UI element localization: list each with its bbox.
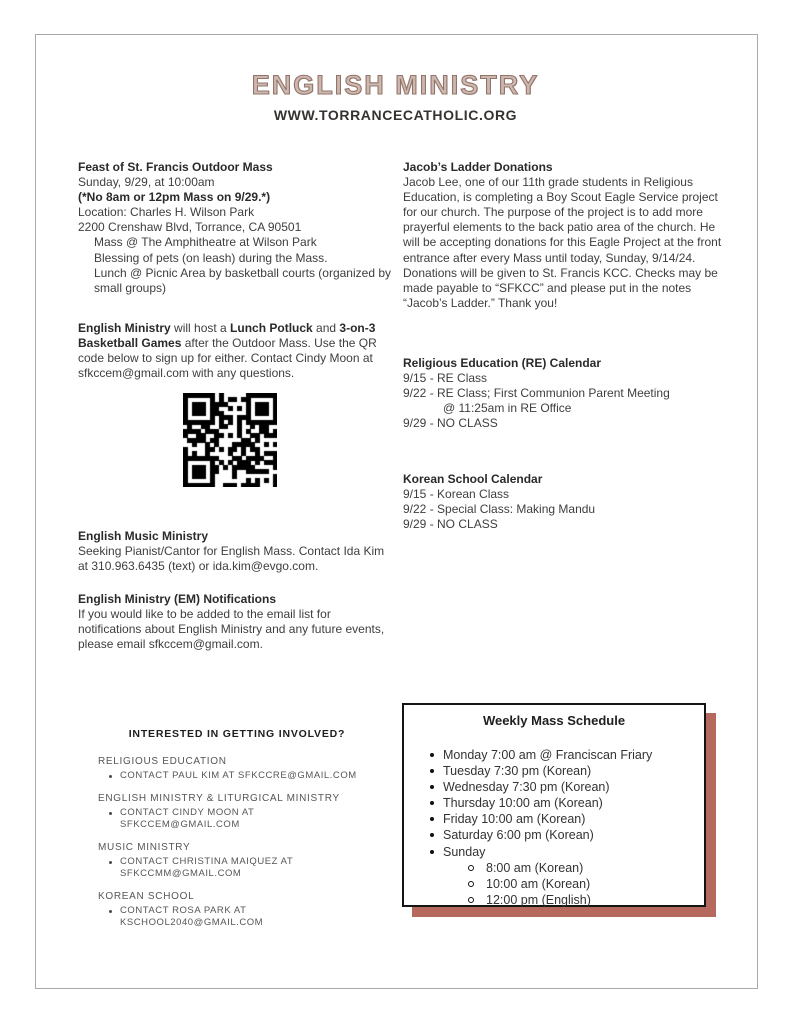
- feast-line: Lunch @ Picnic Area by basketball courts (organized by small groups): [94, 265, 392, 295]
- re-calendar-item: 9/15 - RE Class: [403, 371, 488, 386]
- mass-schedule-list: [404, 747, 704, 908]
- feast-line: Mass @ The Amphitheatre at Wilson Park: [94, 235, 317, 250]
- bullet-icon: [430, 801, 434, 805]
- involved-group-korean-school: [98, 890, 376, 930]
- section-feast-outdoor-mass: [78, 160, 396, 296]
- em-notifications-body: If you would like to be added to the email list for notifications about English Ministry and any future events, please email sfkccem@gmail.com.: [78, 607, 385, 652]
- involved-group-english-ministry: [98, 792, 376, 832]
- mass-schedule-item-text: Tuesday 7:30 pm (Korean): [443, 764, 592, 779]
- bullet-icon: [430, 817, 434, 821]
- circle-bullet-icon: [468, 865, 474, 871]
- mass-schedule-item-text: Wednesday 7:30 pm (Korean): [443, 780, 610, 795]
- feast-line: Sunday, 9/29, at 10:00am: [78, 175, 215, 190]
- section-korean-school-calendar: [403, 472, 723, 532]
- korean-calendar-item: 9/15 - Korean Class: [403, 487, 510, 502]
- bullet-icon: [109, 775, 112, 778]
- involved-group-heading: MUSIC MINISTRY: [98, 841, 191, 853]
- section-music-ministry: [78, 529, 396, 574]
- feast-line: (*No 8am or 12pm Mass on 9/29.*): [78, 190, 271, 205]
- em-notifications-title: English Ministry (EM) Notifications: [78, 592, 277, 606]
- korean-calendar-title: Korean School Calendar: [403, 472, 543, 486]
- mass-schedule-item: [404, 844, 704, 860]
- mass-schedule-item-text: Thursday 10:00 am (Korean): [443, 796, 603, 811]
- mass-schedule-item-text: 10:00 am (Korean): [486, 876, 591, 891]
- korean-calendar-item: 9/22 - Special Class: Making Mandu: [403, 502, 596, 517]
- mass-schedule-item-text: Saturday 6:00 pm (Korean): [443, 828, 594, 843]
- circle-bullet-icon: [468, 897, 474, 903]
- potluck-segment: Lunch Potluck: [230, 321, 313, 335]
- mass-schedule-title: Weekly Mass Schedule: [482, 713, 626, 728]
- re-calendar-item: @ 11:25am in RE Office: [443, 401, 572, 416]
- mass-schedule-item: [404, 827, 704, 843]
- potluck-segment: English Ministry: [78, 321, 171, 335]
- potluck-segment: after the Outdoor Mass. Use the QR code below to sign up for either. Contact Cindy Moon at sfkccem@gmail.com with any questions.: [78, 336, 377, 381]
- feast-line: Blessing of pets (on leash) during the Mass.: [94, 250, 328, 265]
- bullet-icon: [430, 753, 434, 757]
- involved-contact: [98, 856, 376, 881]
- re-calendar-item: 9/29 - NO CLASS: [403, 416, 498, 431]
- korean-calendar-item: 9/29 - NO CLASS: [403, 517, 498, 532]
- section-jacobs-ladder: [403, 160, 723, 311]
- potluck-segment: and: [312, 321, 340, 335]
- involved-contact: [98, 905, 376, 930]
- weekly-mass-schedule-box: [402, 703, 706, 907]
- feast-line: 2200 Crenshaw Blvd, Torrance, CA 90501: [78, 220, 302, 235]
- get-involved-title: INTERESTED IN GETTING INVOLVED?: [128, 728, 346, 740]
- section-em-notifications: [78, 592, 396, 652]
- section-potluck-basketball: [78, 321, 396, 381]
- involved-contact-text: CONTACT CHRISTINA MAIQUEZ AT SFKCCMM@GMAIL.COM: [120, 855, 294, 879]
- involved-group-religious-education: [98, 755, 376, 783]
- jacobs-ladder-title: Jacob’s Ladder Donations: [403, 160, 553, 174]
- mass-schedule-item: [404, 795, 704, 811]
- re-calendar-item: 9/22 - RE Class; First Communion Parent Meeting: [403, 386, 670, 401]
- involved-group-heading: RELIGIOUS EDUCATION: [98, 756, 227, 767]
- mass-schedule-item-text: Sunday: [443, 844, 486, 859]
- circle-bullet-icon: [468, 881, 474, 887]
- section-re-calendar: [403, 356, 723, 431]
- website-url: WWW.TORRANCECATHOLIC.ORG: [273, 107, 518, 123]
- mass-schedule-sunday-item: [404, 860, 704, 876]
- mass-schedule-item-text: 12:00 pm (English): [486, 892, 591, 907]
- mass-schedule-item: [404, 779, 704, 795]
- bullet-icon: [109, 910, 112, 913]
- involved-group-heading: KOREAN SCHOOL: [98, 890, 195, 902]
- bullet-icon: [430, 850, 434, 854]
- mass-schedule-sunday-item: [404, 876, 704, 892]
- music-ministry-title: English Music Ministry: [78, 529, 209, 543]
- mass-schedule-item: [404, 811, 704, 827]
- jacobs-ladder-body: Jacob Lee, one of our 11th grade students in Religious Education, is completing a Boy Scout Eagle Service project for our church. The purpose of the project is to add more prayerful elements to the back patio area of the church. He will be accepting donations for this Eagle Project at the front entrance after every Mass until today, Sunday, 9/14/24. Donations will be given to St. Francis KCC. Checks may be made payable to “SFKCC” and please put in the notes “Jacob’s Ladder.” Thank you!: [403, 175, 722, 310]
- involved-contact: [98, 770, 376, 783]
- qr-code: [183, 393, 277, 487]
- involved-group-heading: ENGLISH MINISTRY & LITURGICAL MINISTRY: [98, 792, 340, 804]
- bullet-icon: [430, 833, 434, 837]
- involved-contact-text: CONTACT ROSA PARK AT KSCHOOL2040@GMAIL.COM: [120, 904, 264, 928]
- mass-schedule-item: [404, 747, 704, 763]
- involved-contact-text: CONTACT CINDY MOON AT SFKCCEM@GMAIL.COM: [120, 806, 255, 830]
- mass-schedule-item: [404, 763, 704, 779]
- section-get-involved: [98, 728, 376, 939]
- mass-schedule-item-text: Friday 10:00 am (Korean): [443, 812, 586, 827]
- bullet-icon: [109, 812, 112, 815]
- involved-group-music-ministry: [98, 841, 376, 881]
- mass-schedule-sunday-item: [404, 892, 704, 908]
- mass-schedule-item-text: 8:00 am (Korean): [486, 860, 584, 875]
- potluck-segment: 3-on-3 Basketball Games: [78, 321, 376, 351]
- feast-line: Location: Charles H. Wilson Park: [78, 205, 255, 220]
- involved-contact: [98, 807, 376, 832]
- bullet-icon: [109, 861, 112, 864]
- page-title: ENGLISH MINISTRY: [251, 70, 540, 100]
- involved-contact-text: CONTACT PAUL KIM AT SFKCCRE@GMAIL.COM: [120, 770, 357, 781]
- potluck-segment: will host a: [170, 321, 231, 335]
- music-ministry-body: Seeking Pianist/Cantor for English Mass. Contact Ida Kim at 310.963.6435 (text) or ida.kim@evgo.com.: [78, 544, 385, 574]
- bullet-icon: [430, 785, 434, 789]
- bullet-icon: [430, 769, 434, 773]
- mass-schedule-item-text: Monday 7:00 am @ Franciscan Friary: [443, 748, 653, 762]
- feast-title: Feast of St. Francis Outdoor Mass: [78, 160, 273, 174]
- re-calendar-title: Religious Education (RE) Calendar: [403, 356, 602, 370]
